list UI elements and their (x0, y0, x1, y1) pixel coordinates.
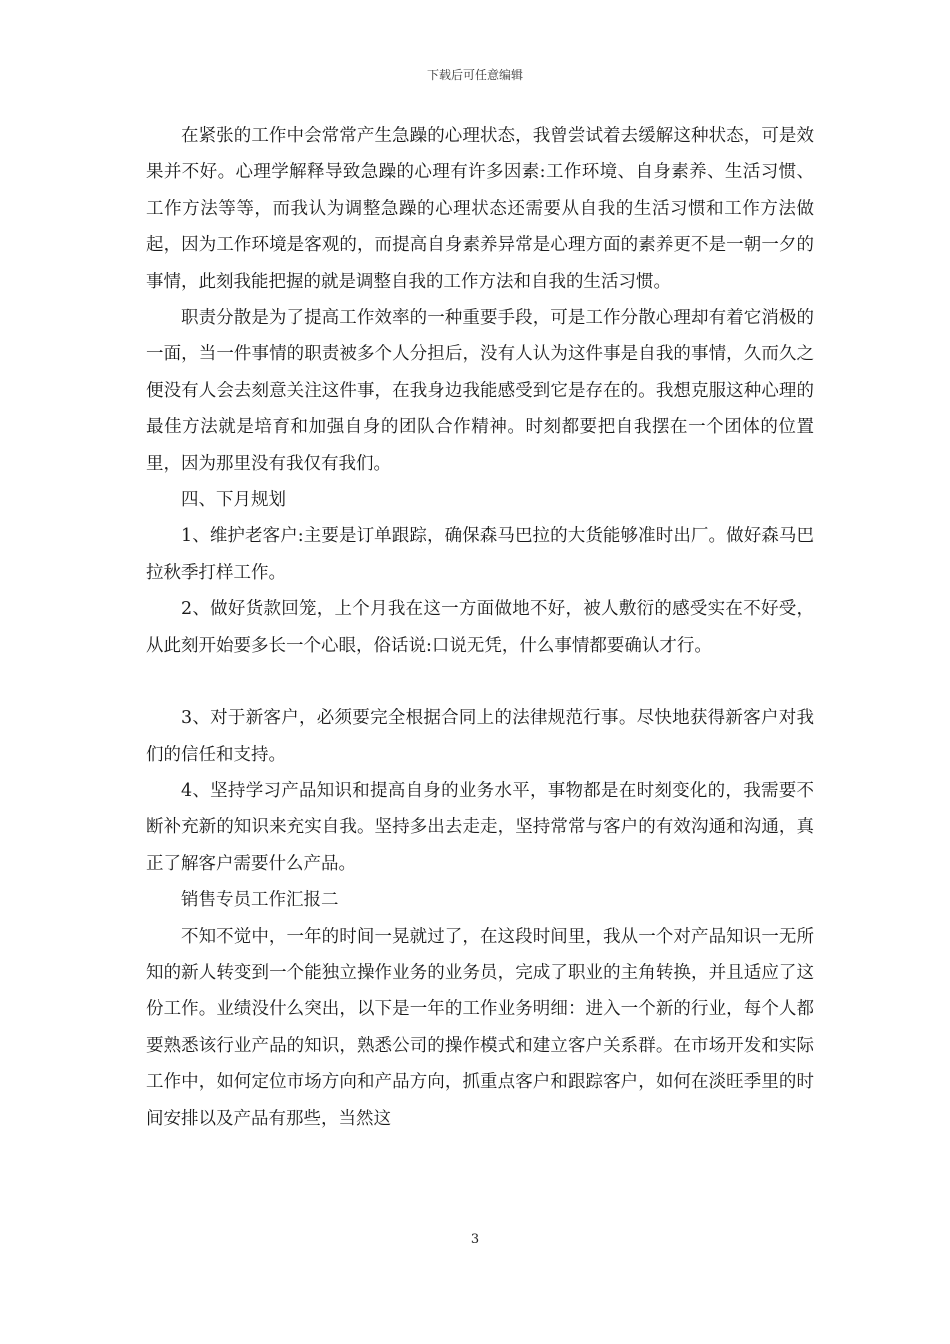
list-item: 1、维护老客户:主要是订单跟踪，确保森马巴拉的大货能够准时出厂。做好森马巴拉秋季打样工作。 (146, 526, 814, 583)
section-heading: 四、下月规划 (181, 490, 286, 511)
list-item: 3、对于新客户，必须要完全根据合同上的法律规范行事。尽快地获得新客户对我们的信任和支持。 (146, 708, 814, 765)
page-header: 下载后可任意编辑 (426, 68, 523, 82)
page-number: 3 (470, 1232, 480, 1247)
paragraph: 不知不觉中，一年的时间一晃就过了，在这段时间里，我从一个对产品知识一无所知的新人转变到一个能独立操作业务的业务员，完成了职业的主角转换，并且适应了这份工作。业绩没什么突出，以下是一年的工作业务明细：进入一个新的行业，每个人都要熟悉该行业产品的知识，熟悉公司的操作模式和建立客户关系群。在市场开发和实际工作中，如何定位市场方向和产品方向，抓重点客户和跟踪客户，如何在淡旺季里的时间安排以及产品有那些，当然这 (146, 926, 814, 1129)
list-item: 2、做好货款回笼，上个月我在这一方面做地不好，被人敷衍的感受实在不好受，从此刻开始要多长一个心眼，俗话说:口说无凭，什么事情都要确认才行。 (146, 599, 814, 656)
paragraph: 职责分散是为了提高工作效率的一种重要手段，可是工作分散心理却有着它消极的一面，当一件事情的职责被多个人分担后，没有人认为这件事是自我的事情，久而久之便没有人会去刻意关注这件事，在我身边我能感受到它是存在的。我想克服这种心理的最佳方法就是培育和加强自身的团队合作精神。时刻都要把自我摆在一个团体的位置里，因为那里没有我仅有我们。 (146, 308, 814, 474)
list-item: 4、坚持学习产品知识和提高自身的业务水平，事物都是在时刻变化的，我需要不断补充新的知识来充实自我。坚持多出去走走，坚持常常与客户的有效沟通和沟通，真正了解客户需要什么产品。 (146, 780, 814, 874)
section-heading: 销售专员工作汇报二 (181, 890, 339, 911)
document-body (146, 118, 814, 1137)
paragraph: 在紧张的工作中会常常产生急躁的心理状态，我曾尝试着去缓解这种状态，可是效果并不好。心理学解释导致急躁的心理有许多因素:工作环境、自身素养、生活习惯、工作方法等等，而我认为调整急躁的心理状态还需要从自我的生活习惯和工作方法做起，因为工作环境是客观的，而提高自身素养异常是心理方面的素养更不是一朝一夕的事情，此刻我能把握的就是调整自我的工作方法和自我的生活习惯。 (146, 126, 814, 292)
